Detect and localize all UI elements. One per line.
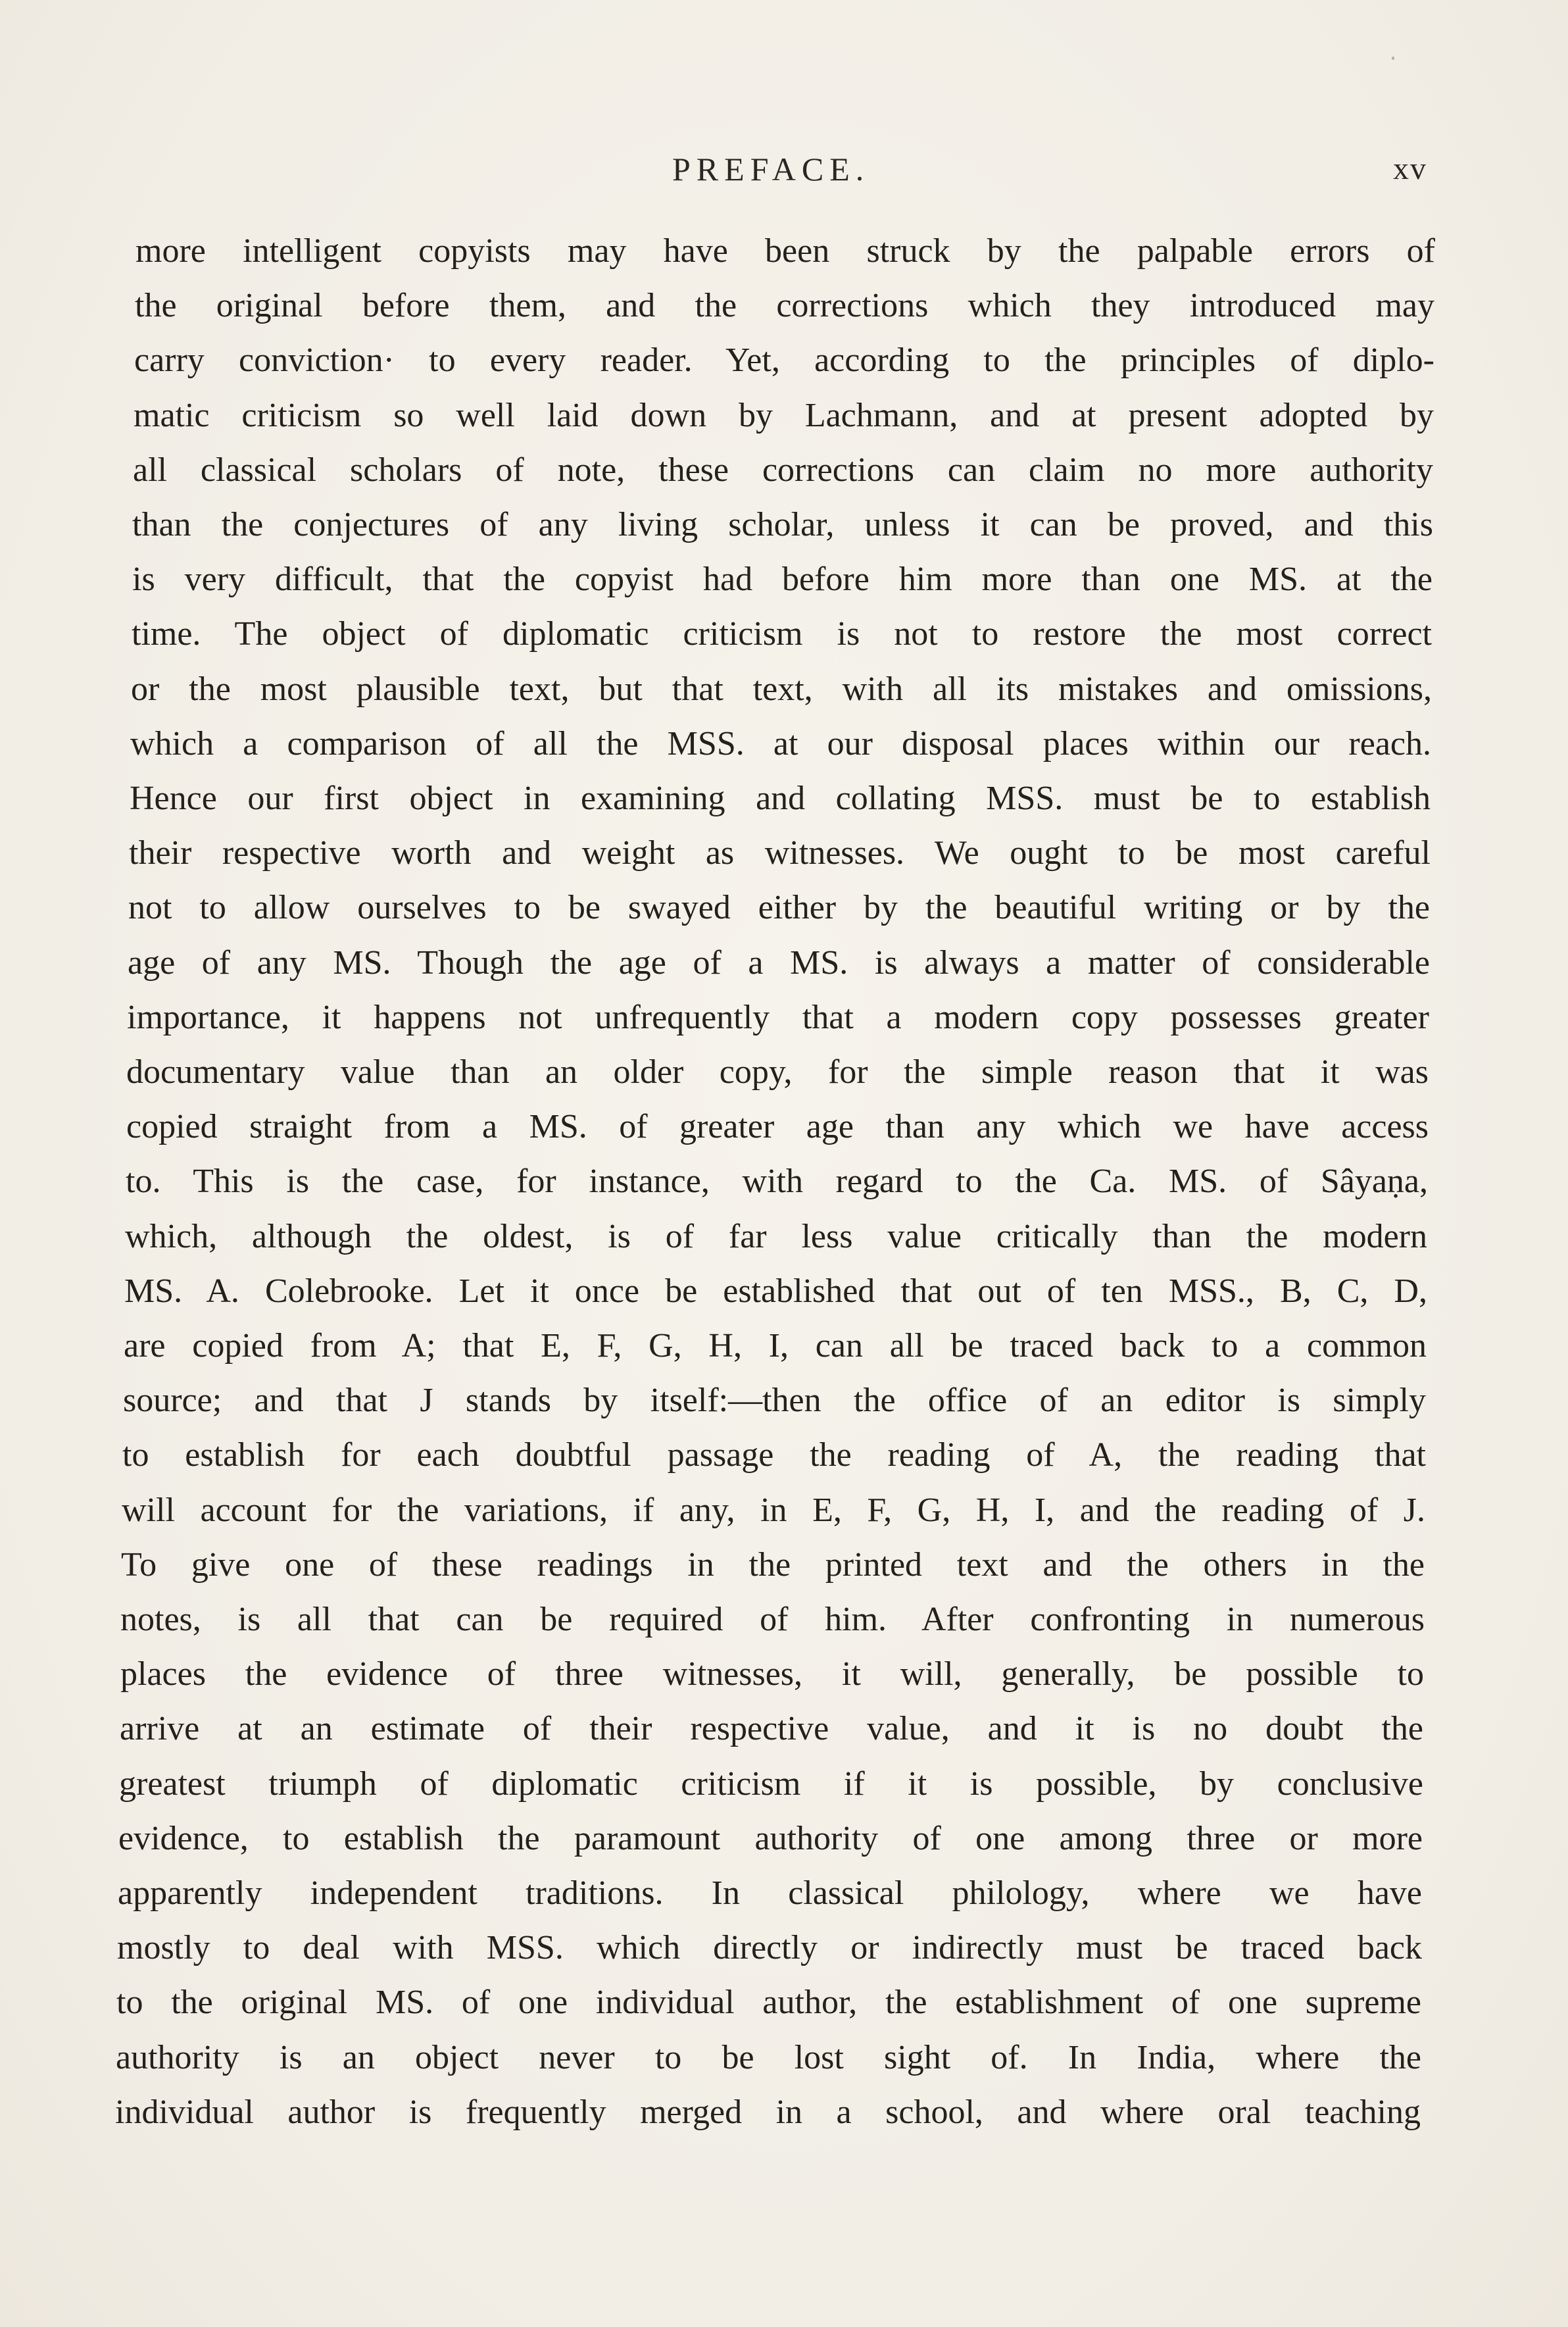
paper-speck xyxy=(1392,57,1394,60)
text-line xyxy=(135,278,1434,333)
text-line xyxy=(119,1757,1423,1811)
text-line-content: carry conviction· to every reader. Yet, according to the principles of diplo- xyxy=(134,341,1434,379)
text-line-content: importance, it happens not unfrequently that a modern copy possesses greater xyxy=(127,999,1429,1036)
text-line xyxy=(124,1318,1427,1373)
text-line xyxy=(133,443,1433,497)
text-line-content: time. The object of diplomatic criticism is not to restore the most correct xyxy=(132,615,1432,653)
text-line xyxy=(126,1154,1428,1209)
text-line xyxy=(123,1373,1426,1428)
text-line xyxy=(132,607,1432,661)
text-line xyxy=(116,2030,1421,2085)
text-line-content: which a comparison of all the MSS. at our disposal places within our reach. xyxy=(130,725,1431,763)
text-line-content: individual author is frequently merged in a school, and where oral teaching xyxy=(115,2093,1421,2131)
text-line-content: notes, is all that can be required of him. After confronting in numerous xyxy=(120,1601,1425,1638)
text-line xyxy=(117,1920,1422,1975)
text-line xyxy=(118,1866,1422,1920)
text-line-content: mostly to deal with MSS. which directly or indirectly must be traced back xyxy=(117,1929,1422,1966)
text-line-content: evidence, to establish the paramount authority of one among three or more xyxy=(118,1820,1423,1857)
text-line xyxy=(122,1428,1426,1482)
text-line xyxy=(132,552,1433,607)
text-line xyxy=(122,1483,1425,1538)
text-line-content: arrive at an estimate of their respective value, and it is no doubt the xyxy=(120,1710,1423,1747)
text-line xyxy=(126,1099,1429,1154)
text-line-content: Hence our first object in examining and collating MSS. must be to establish xyxy=(130,780,1431,817)
text-line xyxy=(125,1209,1427,1264)
text-line xyxy=(115,2085,1421,2139)
text-line-content: greatest triumph of diplomatic criticism if it is possible, by conclusive xyxy=(119,1765,1423,1803)
text-line-content: copied straight from a MS. of greater age than any which we have access xyxy=(126,1108,1429,1145)
text-line xyxy=(124,1264,1427,1318)
page-number: xv xyxy=(1393,151,1427,186)
text-line-content: matic criticism so well laid down by Lachmann, and at present adopted by xyxy=(134,397,1434,434)
text-line xyxy=(120,1701,1423,1756)
text-line xyxy=(118,1811,1423,1866)
text-line xyxy=(116,1975,1421,2030)
text-line-content: or the most plausible text, but that text, with all its mistakes and omissions, xyxy=(131,670,1432,708)
text-line-content: not to allow ourselves to be swayed either by the beautiful writing or by the xyxy=(128,889,1430,926)
text-line-content: age of any MS. Though the age of a MS. is always a matter of considerable xyxy=(128,944,1430,982)
text-line-content: apparently independent traditions. In classical philology, where we have xyxy=(118,1874,1422,1912)
text-line xyxy=(126,1045,1429,1099)
text-line-content: documentary value than an older copy, for the simple reason that it was xyxy=(126,1053,1429,1091)
text-line xyxy=(121,1538,1425,1592)
text-line-content: which, although the oldest, is of far less value critically than the modern xyxy=(125,1218,1427,1255)
text-line-content: are copied from A; that E, F, G, H, I, can all be traced back to a common xyxy=(124,1327,1427,1364)
text-line xyxy=(135,224,1435,278)
running-head: PREFACE. xyxy=(672,151,870,188)
text-line-content: the original before them, and the corrections which they introduced may xyxy=(135,287,1434,324)
text-line-content: to establish for each doubtful passage the reading of A, the reading that xyxy=(122,1436,1426,1474)
text-line-content: is very difficult, that the copyist had before him more than one MS. at the xyxy=(132,561,1433,598)
text-line-content: their respective worth and weight as witnesses. We ought to be most careful xyxy=(129,834,1431,872)
text-line xyxy=(132,497,1433,552)
text-line-content: to. This is the case, for instance, with regard to the Ca. MS. of Sâyaṇa, xyxy=(126,1163,1428,1200)
text-line xyxy=(129,826,1431,880)
text-line xyxy=(130,716,1431,771)
text-line xyxy=(131,662,1432,716)
page-header xyxy=(0,146,1568,192)
text-line-content: authority is an object never to be lost sight of. In India, where the xyxy=(116,2039,1421,2076)
text-line xyxy=(130,771,1431,826)
text-line xyxy=(128,936,1430,990)
text-line-content: to the original MS. of one individual author, the establishment of one supreme xyxy=(116,1984,1421,2021)
text-line-content: source; and that J stands by itself:—then the office of an editor is simply xyxy=(123,1382,1426,1419)
text-line-content: To give one of these readings in the printed text and the others in the xyxy=(121,1546,1425,1584)
text-line-content: MS. A. Colebrooke. Let it once be established that out of ten MSS., B, C, D, xyxy=(124,1272,1427,1310)
text-line xyxy=(128,880,1430,935)
text-line-content: than the conjectures of any living scholar, unless it can be proved, and this xyxy=(132,506,1433,543)
text-line-content: more intelligent copyists may have been struck by the palpable errors of xyxy=(135,232,1435,270)
text-line xyxy=(134,388,1434,443)
text-line xyxy=(127,990,1429,1045)
text-line xyxy=(120,1592,1425,1647)
text-line-content: all classical scholars of note, these corrections can claim no more authority xyxy=(133,451,1433,489)
text-line xyxy=(134,333,1434,388)
text-line-content: will account for the variations, if any, in E, F, G, H, I, and the reading of J. xyxy=(122,1491,1425,1529)
text-line-content: places the evidence of three witnesses, it will, generally, be possible to xyxy=(120,1655,1424,1693)
text-line xyxy=(120,1647,1424,1701)
